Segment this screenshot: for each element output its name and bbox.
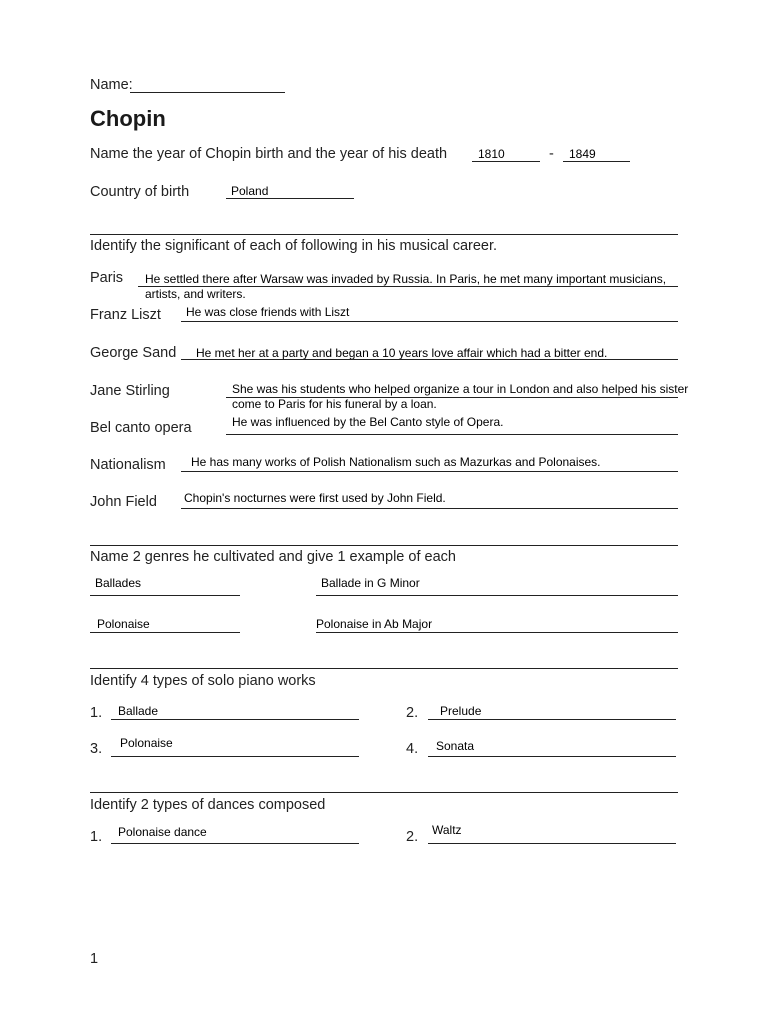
death-year-line [563, 161, 630, 162]
career-label-nationalism: Nationalism [90, 457, 166, 473]
career-answer-liszt[interactable]: He was close friends with Liszt [186, 305, 350, 319]
career-answer-paris-cont[interactable]: artists, and writers. [145, 287, 246, 301]
career-answer-belcanto[interactable]: He was influenced by the Bel Canto style of Opera. [232, 415, 504, 429]
country-answer[interactable]: Poland [231, 184, 269, 198]
career-label-sand: George Sand [90, 345, 177, 361]
career-answer-nationalism[interactable]: He has many works of Polish Nationalism such as Mazurkas and Polonaises. [191, 455, 601, 469]
solo-line-2 [428, 719, 676, 720]
genre-example-line-1 [316, 595, 678, 596]
genre-answer-2[interactable]: Polonaise [97, 617, 150, 631]
career-question: Identify the significant of each of following in his musical career. [90, 238, 498, 254]
solo-num-3: 3. [90, 741, 103, 757]
career-label-belcanto: Bel canto opera [90, 420, 192, 436]
dance-answer-1[interactable]: Polonaise dance [118, 825, 207, 839]
career-line-nationalism [181, 471, 678, 472]
career-answer-sand[interactable]: He met her at a party and began a 10 years love affair which had a bitter end. [196, 346, 608, 360]
career-line-belcanto [226, 434, 678, 435]
career-answer-paris[interactable]: He settled there after Warsaw was invaded by Russia. In Paris, he met many important musicians, [145, 272, 667, 286]
year-separator: - [549, 146, 554, 162]
death-year-answer[interactable]: 1849 [569, 147, 596, 161]
career-label-stirling: Jane Stirling [90, 383, 170, 399]
solo-answer-2[interactable]: Prelude [440, 704, 482, 718]
birth-year-answer[interactable]: 1810 [478, 147, 505, 161]
career-label-paris: Paris [90, 270, 124, 286]
solo-num-1: 1. [90, 705, 103, 721]
page-number: 1 [90, 951, 99, 967]
solo-num-2: 2. [406, 705, 419, 721]
genre-example-answer-1[interactable]: Ballade in G Minor [321, 576, 420, 590]
birth-year-line [472, 161, 540, 162]
section-divider [90, 234, 678, 235]
career-line-liszt [181, 321, 678, 322]
dance-num-1: 1. [90, 829, 103, 845]
career-answer-stirling[interactable]: She was his students who helped organize a tour in London and also helped his sister [232, 382, 689, 396]
country-line [226, 198, 354, 199]
dance-num-2: 2. [406, 829, 419, 845]
section-divider [90, 668, 678, 669]
solo-line-1 [111, 719, 359, 720]
section-divider [90, 792, 678, 793]
career-answer-field[interactable]: Chopin's nocturnes were first used by John Field. [184, 491, 446, 505]
career-label-field: John Field [90, 494, 157, 510]
genre-line-2 [90, 632, 240, 633]
dance-line-1 [111, 843, 359, 844]
genre-line-1 [90, 595, 240, 596]
solo-num-4: 4. [406, 741, 419, 757]
genre-example-answer-2[interactable]: Polonaise in Ab Major [316, 617, 433, 631]
career-line-sand [181, 359, 678, 360]
country-label: Country of birth [90, 184, 190, 200]
genre-example-line-2 [316, 632, 678, 633]
section-divider [90, 545, 678, 546]
solo-answer-3[interactable]: Polonaise [120, 736, 173, 750]
page-title: Chopin [90, 106, 166, 131]
birth-death-question: Name the year of Chopin birth and the year of his death [90, 146, 448, 162]
genre-answer-1[interactable]: Ballades [95, 576, 142, 590]
solo-piano-question: Identify 4 types of solo piano works [90, 673, 316, 689]
name-label: Name: [90, 77, 133, 93]
name-field[interactable] [130, 92, 285, 93]
dance-answer-2[interactable]: Waltz [432, 823, 462, 837]
career-answer-stirling-cont[interactable]: come to Paris for his funeral by a loan. [232, 397, 437, 411]
career-label-liszt: Franz Liszt [90, 307, 161, 323]
dance-line-2 [428, 843, 676, 844]
solo-line-4 [428, 756, 676, 757]
solo-answer-1[interactable]: Ballade [118, 704, 159, 718]
genres-question: Name 2 genres he cultivated and give 1 example of each [90, 549, 456, 565]
dances-question: Identify 2 types of dances composed [90, 797, 326, 813]
solo-line-3 [111, 756, 359, 757]
solo-answer-4[interactable]: Sonata [436, 739, 475, 753]
career-line-field [181, 508, 678, 509]
